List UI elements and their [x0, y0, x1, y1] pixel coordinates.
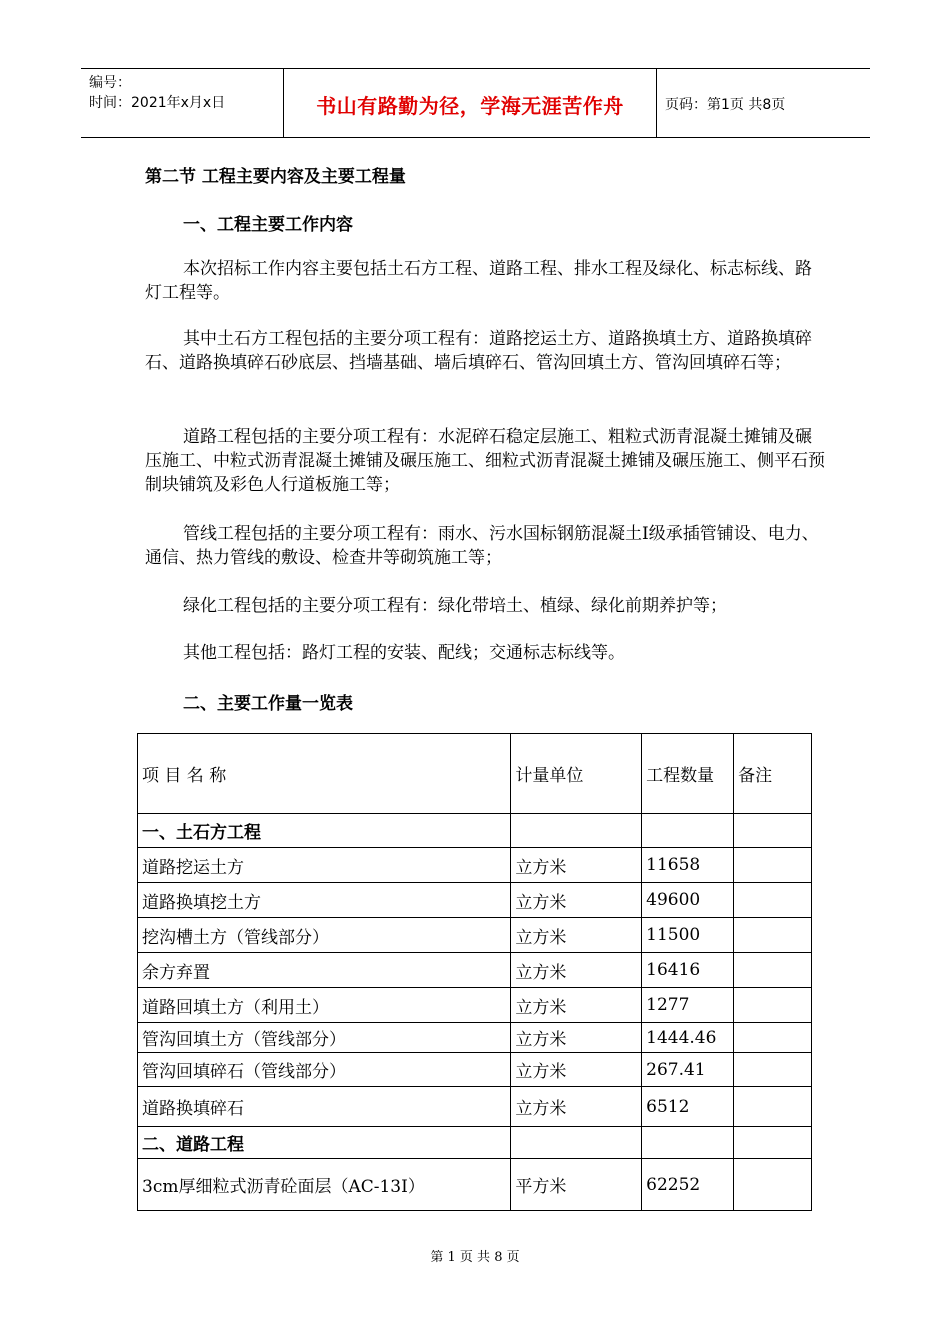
- paragraph: 其他工程包括：路灯工程的安装、配线；交通标志标线等。: [183, 643, 625, 663]
- cell-qty: 11500: [642, 918, 734, 953]
- cell-note: [734, 1087, 812, 1127]
- cell-qty: 267.41: [642, 1053, 734, 1087]
- cell-unit: 立方米: [511, 1053, 642, 1087]
- cell-name: 道路挖运土方: [138, 848, 511, 883]
- table-row: [138, 918, 812, 953]
- header-meta: [81, 69, 281, 137]
- paragraph: 绿化工程包括的主要分项工程有：绿化带培土、植绿、绿化前期养护等；: [183, 596, 727, 616]
- cell-name: 道路换填碎石: [138, 1087, 511, 1127]
- table-row: [138, 814, 812, 848]
- paragraph: 本次招标工作内容主要包括土石方工程、道路工程、排水工程及绿化、标志标线、路灯工程等。: [145, 259, 812, 303]
- cell-note: [734, 1159, 812, 1211]
- cell-unit: 立方米: [511, 1023, 642, 1053]
- table-row: [138, 883, 812, 918]
- cell-name: 余方弃置: [138, 953, 511, 988]
- cell-note: [734, 918, 812, 953]
- cell-qty: [642, 814, 734, 848]
- cell-note: [734, 953, 812, 988]
- subsection-heading-2: 二、主要工作量一览表: [183, 694, 353, 714]
- cell-note: [734, 988, 812, 1023]
- table-row: [138, 988, 812, 1023]
- cell-qty: 1277: [642, 988, 734, 1023]
- cell-name: 管沟回填土方（管线部分）: [138, 1023, 511, 1053]
- cell-name: 管沟回填碎石（管线部分）: [138, 1053, 511, 1087]
- table-header-row: [138, 734, 812, 814]
- table-row: [138, 1023, 812, 1053]
- table-row: [138, 953, 812, 988]
- cell-unit: 立方米: [511, 918, 642, 953]
- page-header: [81, 68, 870, 138]
- cell-unit: [511, 814, 642, 848]
- section-title: 第二节 工程主要内容及主要工程量: [145, 167, 406, 187]
- cell-unit: 立方米: [511, 883, 642, 918]
- header-cell-unit: 计量单位: [511, 734, 642, 814]
- header-cell-qty: 工程数量: [642, 734, 734, 814]
- motto-box: [283, 69, 657, 137]
- cell-unit: 立方米: [511, 1087, 642, 1127]
- cell-unit: [511, 1127, 642, 1159]
- cell-qty: 49600: [642, 883, 734, 918]
- cell-unit: 立方米: [511, 848, 642, 883]
- header-cell-note: 备注: [734, 734, 812, 814]
- table-row: [138, 1127, 812, 1159]
- cell-name: 二、道路工程: [138, 1127, 511, 1159]
- cell-name: 3cm厚细粒式沥青砼面层（AC-13I）: [138, 1159, 511, 1211]
- table-row: [138, 1087, 812, 1127]
- header-cell-name: 项 目 名 称: [138, 734, 511, 814]
- cell-note: [734, 1127, 812, 1159]
- cell-note: [734, 814, 812, 848]
- cell-note: [734, 883, 812, 918]
- page-info: 页码：第1页 共8页: [665, 97, 786, 113]
- paragraph: 道路工程包括的主要分项工程有：水泥碎石稳定层施工、粗粒式沥青混凝土摊铺及碾压施工、中粒式沥青混凝土摊铺及碾压施工、细粒式沥青混凝土摊铺及碾压施工、侧平石预制块铺筑及彩色人行道板施工等；: [145, 427, 825, 495]
- cell-name: 道路换填挖土方: [138, 883, 511, 918]
- cell-name: 道路回填土方（利用土）: [138, 988, 511, 1023]
- serial-label: 编号：: [89, 75, 131, 91]
- motto: 书山有路勤为径，学海无涯苦作舟: [316, 94, 624, 118]
- time-label: 时间：2021年x月x日: [89, 95, 226, 111]
- cell-qty: 6512: [642, 1087, 734, 1127]
- subsection-heading-1: 一、工程主要工作内容: [183, 215, 353, 235]
- paragraph: 管线工程包括的主要分项工程有：雨水、污水国标钢筋混凝土Ⅰ级承插管铺设、电力、通信、热力管线的敷设、检查井等砌筑施工等；: [145, 524, 819, 568]
- cell-unit: 平方米: [511, 1159, 642, 1211]
- cell-name: 一、土石方工程: [138, 814, 511, 848]
- cell-name: 挖沟槽土方（管线部分）: [138, 918, 511, 953]
- cell-qty: 16416: [642, 953, 734, 988]
- cell-qty: 1444.46: [642, 1023, 734, 1053]
- cell-note: [734, 848, 812, 883]
- table-row: [138, 848, 812, 883]
- table-row: [138, 1159, 812, 1211]
- workload-table: [137, 733, 812, 1211]
- cell-note: [734, 1023, 812, 1053]
- cell-qty: [642, 1127, 734, 1159]
- cell-unit: 立方米: [511, 988, 642, 1023]
- cell-unit: 立方米: [511, 953, 642, 988]
- cell-qty: 62252: [642, 1159, 734, 1211]
- cell-note: [734, 1053, 812, 1087]
- table-row: [138, 1053, 812, 1087]
- paragraph: 其中土石方工程包括的主要分项工程有：道路挖运土方、道路换填土方、道路换填碎石、道路换填碎石砂底层、挡墙基础、墙后填碎石、管沟回填土方、管沟回填碎石等；: [145, 329, 812, 373]
- cell-qty: 11658: [642, 848, 734, 883]
- page-footer: 第 1 页 共 8 页: [430, 1250, 520, 1265]
